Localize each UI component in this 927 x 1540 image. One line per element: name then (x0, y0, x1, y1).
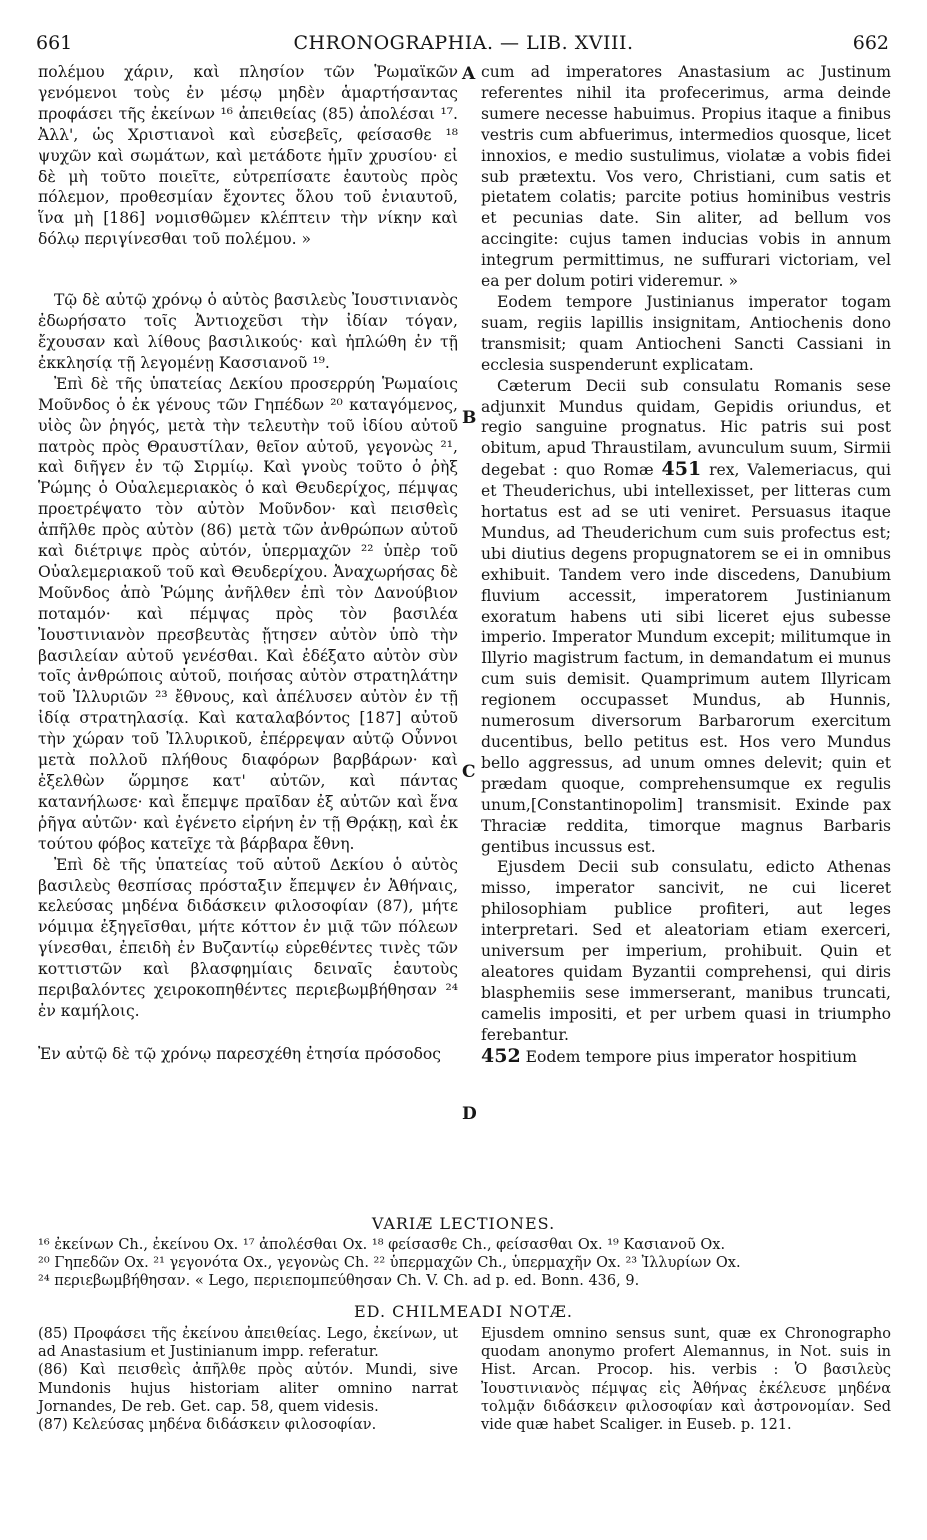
column-number-452: 452 (481, 1044, 521, 1067)
notae-left-column (38, 1325, 458, 1434)
latin-paragraph-3 (481, 376, 891, 858)
latin-paragraph-4: Ejusdem Decii sub consulatu, edicto Athenas misso, imperator sancivit, ne cui liceret philosophiam publice profiteri, aut leges interpretari. Sed et aleatoriam etiam exerceri, universum per imperium, prohibuit. Quin et aleatores quidam Byzantii comprehensi, qui diris blasphemiis sese immerserant, manibus truncati, camelis impositi, et per urbem quasi in triumpho ferebantur. (481, 858, 891, 1044)
margin-marker-a: A (462, 64, 476, 84)
note-87: (87) Κελεύσας μηδένα διδάσκειν φιλοσοφίαν. (38, 1417, 377, 1434)
note-86: (86) Καὶ πεισθεὶς ἀπῆλθε πρὸς αὐτόν. Mundi, sive Mundonis hujus historiam aliter omnino narrat Jornandes, De reb. Get. cap. 58, quem videsis. (38, 1362, 458, 1415)
variae-lectiones-title: VARIÆ LECTIONES. (371, 1214, 556, 1233)
notae-right-column (481, 1325, 891, 1434)
variae-line-3: ²⁴ περιεβωμβήθησαν. « Lego, περιεπομπεύθησαν Ch. V. Ch. ad p. ed. Bonn. 436, 9. (38, 1273, 640, 1289)
latin-paragraph-1: cum ad imperatores Anastasium ac Justinum referentes nihil ita profecerimus, arma deinde sumere necesse habuimus. Propius itaque a finibus vestris cum abfuerimus, intermedios quosque, licet innoxios, e medio sustulimus, violatæ a vobis fidei sub prætextu. Vos vero, Christiani, cum satis et pietatem colatis; parcite potius hominibus vestris et pecunias date. Sin aliter, ad bellum vos accingite: cujus tamen inducias vobis in annum integrum permittimus, ne suffurari victoriam, vel ea per dolum potiri videremur. » (481, 63, 891, 291)
latin-column (481, 62, 891, 1068)
page-number-right: 662 (852, 32, 889, 54)
latin-paragraph-5 (481, 1046, 891, 1068)
greek-paragraph-1: πολέμου χάριν, καὶ πλησίον τῶν Ῥωμαϊκῶν γενόμενοι τοὺς ἐν μέσῳ μηδὲν ἁμαρτήσαντας προφάσει τῆς ἐκείνων ¹⁶ ἀπειθείας (85) ἀπολέσαι ¹⁷. Ἀλλ', ὡς Χριστιανοὶ καὶ εὐσεβεῖς, φείσασθε ¹⁸ ψυχῶν καὶ σωμάτων, καὶ μετάδοτε ἡμῖν χρυσίου· εἰ δὲ μὴ τοῦτο ποιεῖτε, εὐτρεπίσατε ἑαυτοὺς πρὸς πόλεμον, προθεσμίαν ἔχοντες ὅλου τοῦ ἐνιαυτοῦ, ἵνα μὴ [186] νομισθῶμεν κλέπτειν τὴν νίκην καὶ δόλῳ περιγίνεσθαι τοῦ πολέμου. » (38, 63, 458, 249)
variae-line-2: ²⁰ Γηπεδῶν Ox. ²¹ γεγονότα Ox., γεγονὼς Ch. ²² ὑπερμαχῶν Ch., ὑπερμαχῆν Ox. ²³ Ἰλλυρίων Ox. (38, 1255, 741, 1271)
margin-marker-d: D (462, 1104, 477, 1124)
note-87-continued: Ejusdem omnino sensus sunt, quæ ex Chronographo quodam anonymo profert Alemannus, in Not. suis in Hist. Arcan. Procop. his. verbis : Ὁ βασιλεὺς Ἰουστινιανὸς πέμψας εἰς Ἀθήνας ἐκέλευσε μηδένα τολμᾷν διδάσκειν φιλοσοφίαν καὶ ἀστρονομίαν. Sed vide quæ habet Scaliger. in Euseb. p. 121. (481, 1326, 891, 1434)
running-title: CHRONOGRAPHIA. — LIB. XVIII. (293, 32, 634, 54)
note-85: (85) Προφάσει τῆς ἐκείνου ἀπειθείας. Lego, ἐκείνων, ut ad Anastasium et Justinianum impp. referatur. (38, 1326, 458, 1361)
latin-paragraph-3b: rex, Valemeriacus, qui et Theuderichus, ubi intellexisset, per litteras cum hortatus est ad se uti veniret. Persuasus itaque Mundus, ad Theuderichum cum suis profectus est; ubi diutius degens propugnatorem se ei in omnibus exhibuit. Tandem vero inde discedens, Danubium fluvium accessit, imperatorem Justinianum exoratum habens uti sibi liceret ejus subesse imperio. Imperator Mundum excepit; militumque in Illyrio magistrum factum, in demandatum ei munus cum suis demisit. Quamprimum autem Illyricam regionem occupasset Mundus, ab Hunnis, numerosum diversorum Barbarorum exercitum ducentibus, bello petitus est. Hos vero Mundus bello aggressus, ad unum omnes delevit; quin et prædam quoque, comprehensumque ex regulis unum,[Constantinopolim] transmisit. Exinde pax Thraciæ reddita, timorque magnus Barbaris gentibus incussus est. (481, 461, 891, 856)
notae-title: ED. CHILMEADI NOTÆ. (354, 1302, 573, 1321)
column-number-451: 451 (661, 458, 702, 481)
greek-paragraph-5: Ἐν αὐτῷ δὲ τῷ χρόνῳ παρεσχέθη ἐτησία πρόσοδος (38, 1044, 442, 1063)
variae-line-1: ¹⁶ ἐκείνων Ch., ἐκείνου Ox. ¹⁷ ἀπολέσθαι Ox. ¹⁸ φείσασθε Ch., φείσασθαι Ox. ¹⁹ Κασιανοῦ Ox. (38, 1237, 726, 1253)
greek-column (38, 62, 458, 1065)
greek-paragraph-3: Ἐπὶ δὲ τῆς ὑπατείας Δεκίου προσερρύη Ῥωμαίοις Μοῦνδος ὁ ἐκ γένους τῶν Γηπέδων ²⁰ καταγόμενος, υἱὸς ὢν ῥηγός, μετὰ τὴν τελευτὴν τοῦ ἰδίου αὐτοῦ πατρὸς πρὸς Θραυστίλαν, θεῖον αὐτοῦ, γεγονὼς ²¹, καὶ διῆγεν ἐν τῷ Σιρμίῳ. Καὶ γνοὺς τοῦτο ὁ ῥὴξ Ῥώμης ὁ Οὐαλεμεριακὸς ὁ καὶ Θευδερίχος, πέμψας προετρέψατο τὸν αὐτὸν Μοῦνδον· καὶ πεισθεὶς ἀπῆλθε πρὸς αὐτὸν (86) μετὰ τῶν ἀνθρώπων αὐτοῦ καὶ διέτριψε πρὸς αὐτόν, ὑπερμαχῶν ²² ὑπὲρ τοῦ Οὐαλεμεριακοῦ τοῦ καὶ Θευδερίχου. Ἀναχωρήσας δὲ Μοῦνδος ἀπὸ Ῥώμης ἀνῆλθεν ἐπὶ τὸν Δανούβιον ποταμόν· καὶ πέμψας πρὸς τὸν βασιλέα Ἰουστινιανὸν πρεσβευτὰς ᾔτησεν αὐτὸν ὑπὸ τὴν βασιλείαν αὐτοῦ γενέσθαι. Καὶ ἐδέξατο αὐτὸν σὺν τοῖς ἀνθρώποις αὐτοῦ, ποιήσας αὐτὸν στρατηλάτην τοῦ Ἰλλυριῶν ²³ ἔθνους, καὶ ἀπέλυσεν αὐτὸν ἐν τῇ ἰδίᾳ στρατηλασίᾳ. Καὶ καταλαβόντος [187] αὐτοῦ τὴν χώραν τοῦ Ἰλλυρικοῦ, ἐπέρρεψαν αὐτῷ Οὖννοι μετὰ πολλοῦ πλήθους διαφόρων βαρβάρων· καὶ ἐξελθὼν ὥρμησε κατ' αὐτῶν, καὶ πάντας κατανήλωσε· καὶ ἔπεμψε πραῖδαν ἐξ αὐτῶν καὶ ἕνα ῥῆγα αὐτῶν· καὶ ἐγένετο εἰρήνη ἐν τῇ Θρᾴκῃ, καὶ ἐκ τούτου φόβος κατεῖχε τὰ βάρβαρα ἔθνη. (38, 374, 458, 853)
page-number-left: 661 (36, 32, 73, 54)
greek-paragraph-2: Τῷ δὲ αὐτῷ χρόνῳ ὁ αὐτὸς βασιλεὺς Ἰουστινιανὸς ἐδωρήσατο τοῖς Ἀντιοχεῦσι τὴν ἰδίαν τόγαν, ἔχουσαν καὶ λίθους βασιλικούς· καὶ ἡπλώθη ἐν τῇ ἐκκλησίᾳ τῇ λεγομένῃ Κασσιανοῦ ¹⁹. (38, 291, 458, 372)
margin-marker-c: C (462, 762, 476, 782)
greek-paragraph-4: Ἐπὶ δὲ τῆς ὑπατείας τοῦ αὐτοῦ Δεκίου ὁ αὐτὸς βασιλεὺς θεσπίσας πρόσταξιν ἔπεμψεν ἐν Ἀθήναις, κελεύσας μηδένα διδάσκειν φιλοσοφίαν (87), μήτε νόμιμα ἐξηγεῖσθαι, μήτε κόττον ἐν μιᾷ τῶν πόλεων γίνεσθαι, ἐπειδὴ ἐν Βυζαντίῳ εὑρεθέντες τινὲς τῶν κοττιστῶν καὶ βλασφημίαις δειναῖς ἑαυτοὺς περιβαλόντες χειροκοπηθέντες περιεβωμβήθησαν ²⁴ ἐν καμήλοις. (38, 855, 458, 1020)
variae-lectiones (38, 1236, 893, 1290)
latin-paragraph-2: Eodem tempore Justinianus imperator togam suam, regiis lapillis insignitam, Antiochenis dono transmisit; quam Antiocheni Sancti Cassiani in ecclesia suspenderunt explicatam. (481, 292, 891, 374)
latin-paragraph-3a: Cæterum Decii sub consulatu Romanis sese adjunxit Mundus quidam, Gepidis oriundus, et regio sanguine prognatus. Hic patris sui post obitum, apud Thraustilam, avunculum suum, Sirmii degebat : quo Romæ (481, 376, 891, 480)
latin-paragraph-5-text: Eodem tempore pius imperator hospitium (525, 1047, 857, 1066)
margin-marker-b: B (462, 408, 477, 428)
